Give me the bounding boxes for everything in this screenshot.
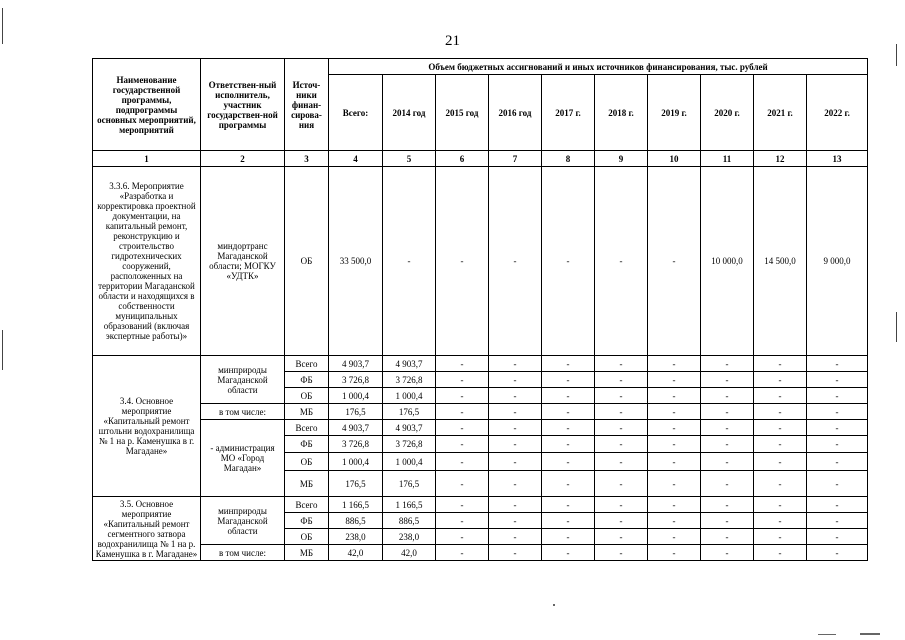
cell: - xyxy=(595,420,648,436)
cell: МБ xyxy=(285,471,329,497)
scan-edge-mark-right-lower xyxy=(896,312,897,342)
cell: - xyxy=(648,529,701,545)
cell: 4 903,7 xyxy=(329,420,383,436)
cell: - xyxy=(754,453,807,471)
cell: - xyxy=(701,420,754,436)
cell: - xyxy=(754,356,807,372)
cell: - xyxy=(754,388,807,404)
cell: - xyxy=(595,545,648,561)
cell: - xyxy=(489,545,542,561)
activity-name: 3.3.6. Мероприятие «Разработка и корректировка проектной документации, на капитальный ремонт, реконструкцию и строительство гидротехнических сооружений, расположенных на территории Магаданской области и находящихся в собственности муниципальных образований (включая экспертные работы)» xyxy=(93,167,201,356)
cell: - xyxy=(595,436,648,453)
cell: 238,0 xyxy=(383,529,436,545)
cell: 238,0 xyxy=(329,529,383,545)
cell: - xyxy=(383,167,436,356)
cell: - xyxy=(489,420,542,436)
table-row-3-3-6 xyxy=(93,167,868,356)
cell: - xyxy=(701,356,754,372)
cell: - xyxy=(542,529,595,545)
responsible-executor: - администрация МО «Город Магадан» xyxy=(201,420,285,497)
column-numbers-row xyxy=(93,151,868,167)
table-row xyxy=(93,545,868,561)
col-num: 12 xyxy=(754,151,807,167)
cell: - xyxy=(701,545,754,561)
cell: - xyxy=(542,497,595,513)
cell: МБ xyxy=(285,545,329,561)
col-num: 6 xyxy=(436,151,489,167)
cell: - xyxy=(648,420,701,436)
cell: - xyxy=(489,513,542,529)
cell: 42,0 xyxy=(329,545,383,561)
cell: 3 726,8 xyxy=(329,436,383,453)
col-num: 11 xyxy=(701,151,754,167)
cell: - xyxy=(648,545,701,561)
cell: - xyxy=(436,513,489,529)
cell: ФБ xyxy=(285,372,329,388)
cell: 10 000,0 xyxy=(701,167,754,356)
cell: 1 000,4 xyxy=(329,453,383,471)
cell: - xyxy=(701,388,754,404)
cell: - xyxy=(701,513,754,529)
header-total: Всего: xyxy=(329,75,383,151)
cell: - xyxy=(436,356,489,372)
cell: 33 500,0 xyxy=(329,167,383,356)
cell: - xyxy=(489,529,542,545)
cell: - xyxy=(542,453,595,471)
cell: - xyxy=(489,167,542,356)
cell: - xyxy=(701,436,754,453)
header-name: Наименование государственной программы, подпрограммы основных мероприятий, мероприятий xyxy=(93,59,201,151)
cell: - xyxy=(807,372,868,388)
cell: - xyxy=(648,404,701,420)
cell: 3 726,8 xyxy=(329,372,383,388)
cell: - xyxy=(436,436,489,453)
header-2019: 2019 г. xyxy=(648,75,701,151)
table-row xyxy=(93,404,868,420)
cell: 1 000,4 xyxy=(383,388,436,404)
activity-name: 3.4. Основное мероприятие «Капитальный ремонт штольни водохранилища № 1 на р. Каменушка в г. Магадане» xyxy=(93,356,201,497)
cell: - xyxy=(489,436,542,453)
cell: - xyxy=(754,513,807,529)
cell: - xyxy=(807,529,868,545)
cell: - xyxy=(754,471,807,497)
cell: - xyxy=(436,471,489,497)
cell: - xyxy=(489,388,542,404)
cell: 176,5 xyxy=(329,404,383,420)
cell: - xyxy=(807,513,868,529)
cell: ФБ xyxy=(285,436,329,453)
cell: - xyxy=(754,404,807,420)
responsible-executor: миндортранс Магаданской области; МОГКУ «УДТК» xyxy=(201,167,285,356)
cell: Всего xyxy=(285,420,329,436)
col-num: 8 xyxy=(542,151,595,167)
cell: ОБ xyxy=(285,388,329,404)
header-2014: 2014 год xyxy=(383,75,436,151)
cell: - xyxy=(648,471,701,497)
cell: - xyxy=(701,471,754,497)
cell: - xyxy=(595,372,648,388)
cell: - xyxy=(754,529,807,545)
header-2015: 2015 год xyxy=(436,75,489,151)
scan-speck xyxy=(818,634,836,635)
cell: - xyxy=(542,167,595,356)
cell: - xyxy=(436,453,489,471)
cell: - xyxy=(595,404,648,420)
cell: - xyxy=(807,388,868,404)
cell: - xyxy=(595,388,648,404)
cell: 9 000,0 xyxy=(807,167,868,356)
cell: - xyxy=(648,513,701,529)
cell: 3 726,8 xyxy=(383,436,436,453)
responsible-incl: в том числе: xyxy=(201,545,285,561)
scan-speck xyxy=(860,633,880,635)
table-row xyxy=(93,356,868,372)
header-2020: 2020 г. xyxy=(701,75,754,151)
cell: - xyxy=(754,497,807,513)
cell: - xyxy=(807,436,868,453)
col-num: 2 xyxy=(201,151,285,167)
cell: 176,5 xyxy=(329,471,383,497)
cell: 1 000,4 xyxy=(329,388,383,404)
col-num: 13 xyxy=(807,151,868,167)
cell: - xyxy=(436,529,489,545)
scan-edge-mark-lower xyxy=(2,330,3,370)
page-number: 21 xyxy=(445,33,460,49)
header-2016: 2016 год xyxy=(489,75,542,151)
cell: - xyxy=(807,420,868,436)
cell: 14 500,0 xyxy=(754,167,807,356)
cell: ФБ xyxy=(285,513,329,529)
cell: - xyxy=(489,404,542,420)
cell: - xyxy=(595,453,648,471)
cell: - xyxy=(648,453,701,471)
cell: - xyxy=(648,388,701,404)
header-responsible: Ответствен-ный исполнитель, участник государствен-ной программы xyxy=(201,59,285,151)
cell: 4 903,7 xyxy=(383,420,436,436)
cell: - xyxy=(648,372,701,388)
activity-name: 3.5. Основное мероприятие «Капитальный ремонт сегментного затвора водохранилища № 1 на р. Каменушка в г. Магадане» xyxy=(93,497,201,561)
cell: - xyxy=(542,436,595,453)
col-num: 1 xyxy=(93,151,201,167)
col-num: 9 xyxy=(595,151,648,167)
cell: - xyxy=(542,404,595,420)
cell: - xyxy=(542,356,595,372)
cell: 4 903,7 xyxy=(329,356,383,372)
funding-table xyxy=(92,58,868,561)
cell: ОБ xyxy=(285,453,329,471)
cell: - xyxy=(648,167,701,356)
cell: - xyxy=(595,167,648,356)
header-source: Источ-ники финан-сирова-ния xyxy=(285,59,329,151)
cell: - xyxy=(648,436,701,453)
cell: 4 903,7 xyxy=(383,356,436,372)
col-num: 5 xyxy=(383,151,436,167)
cell: 886,5 xyxy=(329,513,383,529)
cell: - xyxy=(807,453,868,471)
cell: Всего xyxy=(285,497,329,513)
cell: - xyxy=(436,372,489,388)
cell: - xyxy=(489,372,542,388)
cell: - xyxy=(436,545,489,561)
cell: - xyxy=(542,372,595,388)
cell: - xyxy=(436,167,489,356)
table-row xyxy=(93,420,868,436)
col-num: 10 xyxy=(648,151,701,167)
cell: - xyxy=(595,471,648,497)
cell: МБ xyxy=(285,404,329,420)
cell: - xyxy=(754,545,807,561)
cell: - xyxy=(701,453,754,471)
header-2017: 2017 г. xyxy=(542,75,595,151)
cell: Всего xyxy=(285,356,329,372)
cell: - xyxy=(595,497,648,513)
cell: - xyxy=(436,420,489,436)
cell: - xyxy=(701,497,754,513)
header-2021: 2021 г. xyxy=(754,75,807,151)
header-row-top xyxy=(93,59,868,75)
cell: 1 000,4 xyxy=(383,453,436,471)
cell: - xyxy=(595,356,648,372)
cell: - xyxy=(542,471,595,497)
cell: 886,5 xyxy=(383,513,436,529)
cell: 3 726,8 xyxy=(383,372,436,388)
cell: - xyxy=(542,513,595,529)
cell: - xyxy=(754,420,807,436)
scan-speck xyxy=(553,604,555,606)
cell: - xyxy=(542,420,595,436)
cell: 1 166,5 xyxy=(329,497,383,513)
cell: - xyxy=(701,404,754,420)
cell: - xyxy=(489,497,542,513)
cell: - xyxy=(542,545,595,561)
cell: - xyxy=(436,388,489,404)
cell: 176,5 xyxy=(383,404,436,420)
cell: 176,5 xyxy=(383,471,436,497)
cell: - xyxy=(807,471,868,497)
cell: ОБ xyxy=(285,529,329,545)
cell: - xyxy=(436,404,489,420)
cell: 42,0 xyxy=(383,545,436,561)
col-num: 7 xyxy=(489,151,542,167)
cell: - xyxy=(807,404,868,420)
cell: - xyxy=(754,436,807,453)
responsible-executor: минприроды Магаданской области xyxy=(201,356,285,404)
responsible-incl: в том числе: xyxy=(201,404,285,420)
cell: - xyxy=(595,513,648,529)
col-num: 3 xyxy=(285,151,329,167)
cell: - xyxy=(489,453,542,471)
header-funding-group: Объем бюджетных ассигнований и иных источников финансирования, тыс. рублей xyxy=(329,59,868,75)
cell: - xyxy=(648,497,701,513)
cell: - xyxy=(807,356,868,372)
table-row xyxy=(93,497,868,513)
cell: - xyxy=(807,545,868,561)
cell: - xyxy=(489,471,542,497)
cell: - xyxy=(754,372,807,388)
cell: - xyxy=(701,529,754,545)
cell: - xyxy=(701,372,754,388)
cell: - xyxy=(648,356,701,372)
responsible-executor: минприроды Магаданской области xyxy=(201,497,285,545)
cell: - xyxy=(436,497,489,513)
cell: - xyxy=(489,356,542,372)
col-num: 4 xyxy=(329,151,383,167)
cell: - xyxy=(595,529,648,545)
cell: - xyxy=(542,388,595,404)
cell: 1 166,5 xyxy=(383,497,436,513)
cell: ОБ xyxy=(285,167,329,356)
header-2018: 2018 г. xyxy=(595,75,648,151)
cell: - xyxy=(807,497,868,513)
header-2022: 2022 г. xyxy=(807,75,868,151)
